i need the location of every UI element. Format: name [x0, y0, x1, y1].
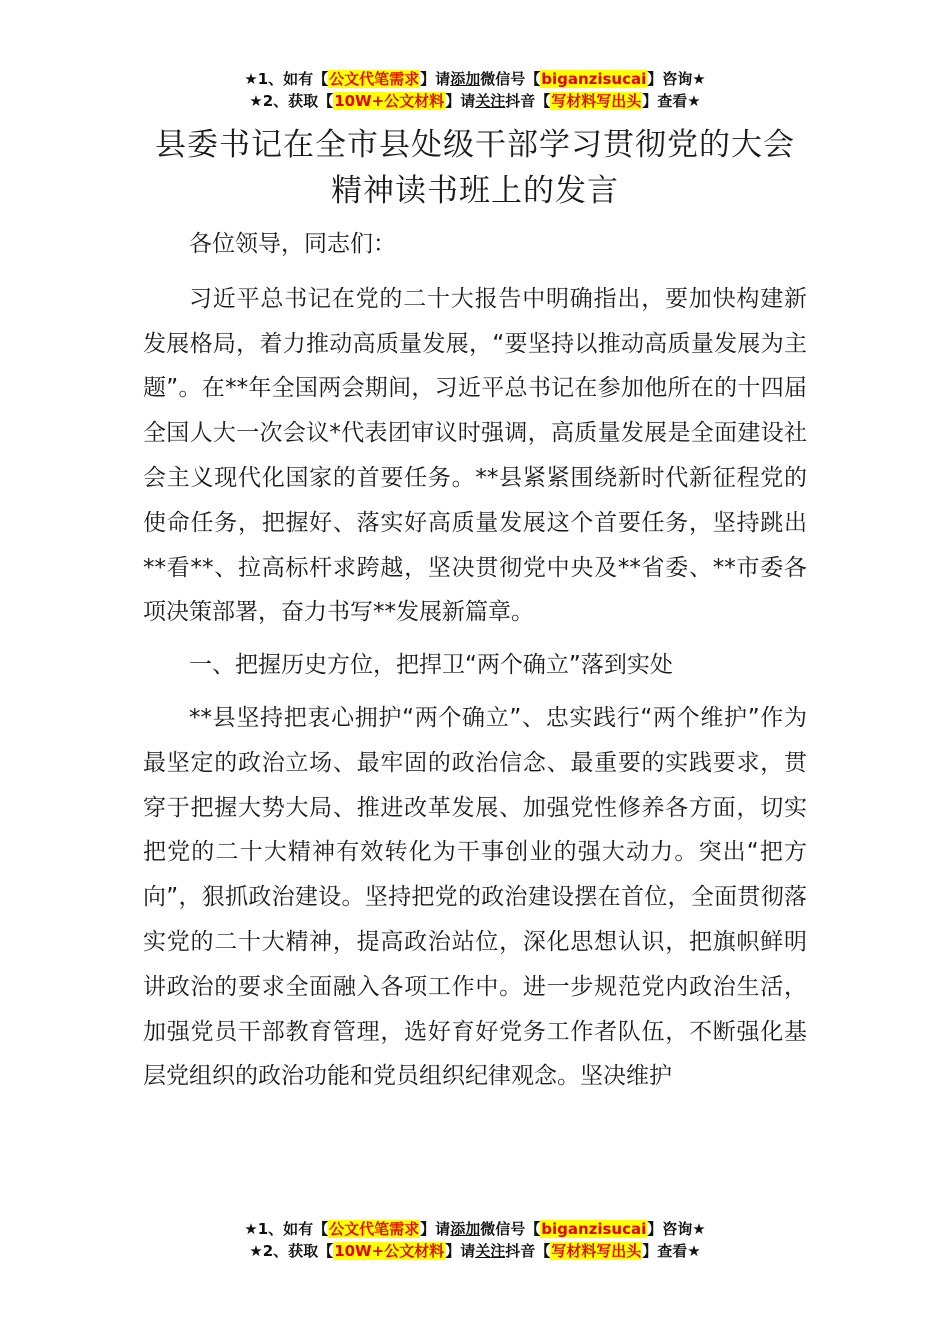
greeting: 各位领导，同志们： — [189, 231, 396, 257]
promo-line-1: ★1、如有【公文代笔需求】请添加微信号【biganzisucai】咨询★ — [244, 70, 706, 88]
promo-wechat-id: biganzisucai — [541, 1220, 647, 1238]
promo-douyin-id: 写材料写出头 — [551, 1242, 642, 1260]
header-promo-banner — [0, 68, 950, 112]
section-heading: 一、把握历史方位，把捍卫“两个确立”落到实处 — [189, 652, 673, 679]
promo-line-2: ★2、获取【10W+公文材料】请关注抖音【写材料写出头】查看★ — [249, 1242, 701, 1260]
paragraph: 习近平总书记在党的二十大报告中明确指出，要加快构建新发展格局，着力推动高质量发展，“要坚持以推动高质量发展为主题”。在**年全国两会期间，习近平总书记在参加他所在的十四届全国人大一次会议*代表团审议时强调，高质量发展是全面建设社会主义现代化国家的首要任务。**县紧紧围绕新时代新征程党的使命任务，把握好、落实好高质量发展这个首要任务，坚持跳出**看**、拉高标杆求跨越，坚决贯彻党中央及**省委、**市委各项决策部署，奋力书写**发展新篇章。 — [143, 285, 807, 626]
promo-highlight: 公文代笔需求 — [329, 70, 420, 88]
promo-line-2: ★2、获取【10W+公文材料】请关注抖音【写材料写出头】查看★ — [249, 92, 701, 110]
paragraph: **县坚持把衷心拥护“两个确立”、忠实践行“两个维护”作为最坚定的政治立场、最牢固的政治信念、最重要的实践要求，贯穿于把握大势大局、推进改革发展、加强党性修养各方面，切实把党的二十大精神有效转化为干事创业的强大动力。突出“把方向”，狠抓政治建设。坚持把党的政治建设摆在首位，全面贯彻落实党的二十大精神，提高政治站位，深化思想认识，把旗帜鲜明讲政治的要求全面融入各项工作中。进一步规范党内政治生活，加强党员干部教育管理，选好育好党务工作者队伍，不断强化基层党组织的政治功能和党员组织纪律观念。坚决维护 — [143, 704, 807, 1090]
document-title: 县委书记在全市县处级干部学习贯彻党的大会精神读书班上的发言 — [155, 127, 795, 209]
promo-line-1: ★1、如有【公文代笔需求】请添加微信号【biganzisucai】咨询★ — [244, 1220, 706, 1238]
document-body — [143, 222, 807, 1107]
promo-douyin-id: 写材料写出头 — [551, 92, 642, 110]
promo-wechat-id: biganzisucai — [541, 70, 647, 88]
promo-highlight: 10W+公文材料 — [334, 1242, 445, 1260]
footer-promo-banner — [0, 1218, 950, 1262]
promo-highlight: 公文代笔需求 — [329, 1220, 420, 1238]
promo-highlight: 10W+公文材料 — [334, 92, 445, 110]
